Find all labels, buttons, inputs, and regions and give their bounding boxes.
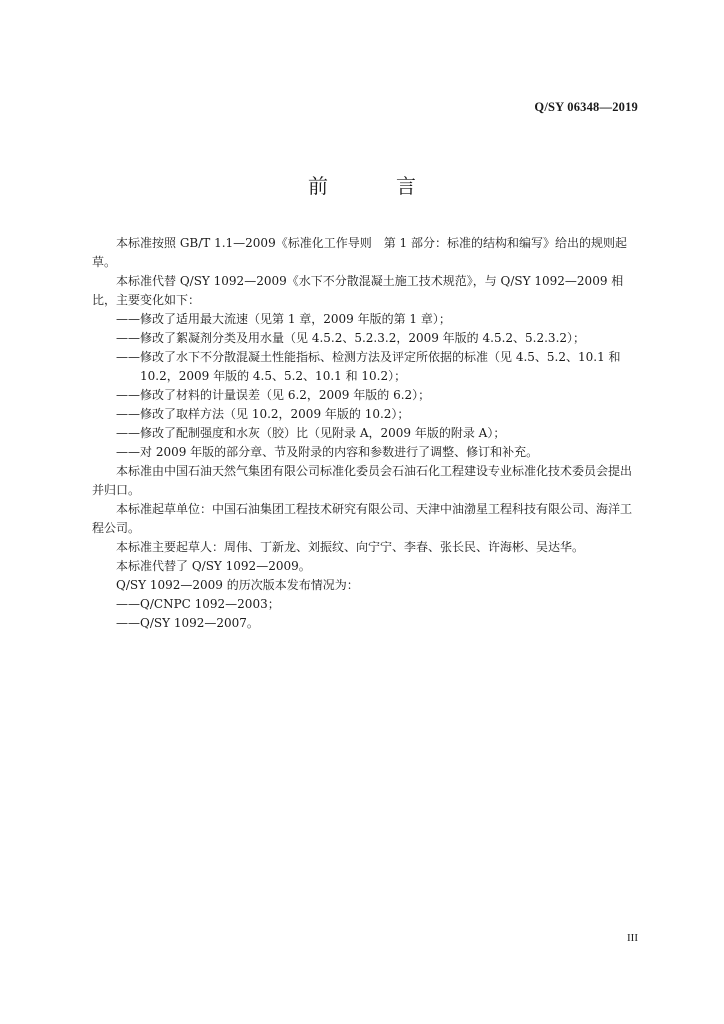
paragraph-replaces: 本标准代替 Q/SY 1092—2009《水下不分散混凝土施工技术规范》，与 Q/SY 1092—2009 相比，主要变化如下：: [92, 274, 624, 307]
section-title: 前 言: [308, 174, 440, 198]
history-item: ——Q/SY 1092—2007。: [116, 616, 259, 630]
paragraph-superseded: 本标准代替了 Q/SY 1092—2009。: [116, 559, 311, 573]
change-item: ——修改了配制强度和水灰（胶）比（见附录 A，2009 年版的附录 A）；: [116, 426, 506, 440]
standard-code: Q/SY 06348—2019: [534, 100, 638, 114]
paragraph-proposer: 本标准由中国石油天然气集团有限公司标准化委员会石油石化工程建设专业标准化技术委员会提出并归口。: [92, 464, 633, 497]
change-item: ——修改了材料的计量误差（见 6.2，2009 年版的 6.2）；: [116, 388, 431, 402]
paragraph-drafters: 本标准主要起草人：周伟、丁新龙、刘振纹、向宁宁、李春、张长民、许海彬、吴达华。: [116, 540, 585, 554]
paragraph-drafting-rules: 本标准按照 GB/T 1.1—2009《标准化工作导则 第 1 部分：标准的结构和编写》给出的规则起草。: [92, 236, 627, 269]
change-item: ——对 2009 年版的部分章、节及附录的内容和参数进行了调整、修订和补充。: [116, 445, 539, 459]
paragraph-drafting-units: 本标准起草单位：中国石油集团工程技术研究有限公司、天津中油渤星工程科技有限公司、海洋工程公司。: [92, 502, 633, 535]
change-item: ——修改了取样方法（见 10.2，2009 年版的 10.2）；: [116, 407, 410, 421]
history-item: ——Q/CNPC 1092—2003；: [116, 597, 280, 611]
change-item: ——修改了水下不分散混凝土性能指标、检测方法及评定所依据的标准（见 4.5、5.2、10.1 和 10.2，2009 年版的 4.5、5.2、10.1 和 10.2）；: [116, 350, 621, 383]
paragraph-history: Q/SY 1092—2009 的历次版本发布情况为：: [116, 578, 359, 592]
change-item: ——修改了适用最大流速（见第 1 章，2009 年版的第 1 章）；: [116, 312, 451, 326]
page-number: III: [627, 932, 638, 944]
foreword-body: [92, 234, 640, 633]
change-item: ——修改了絮凝剂分类及用水量（见 4.5.2、5.2.3.2，2009 年版的 4.5.2、5.2.3.2）；: [116, 331, 586, 345]
